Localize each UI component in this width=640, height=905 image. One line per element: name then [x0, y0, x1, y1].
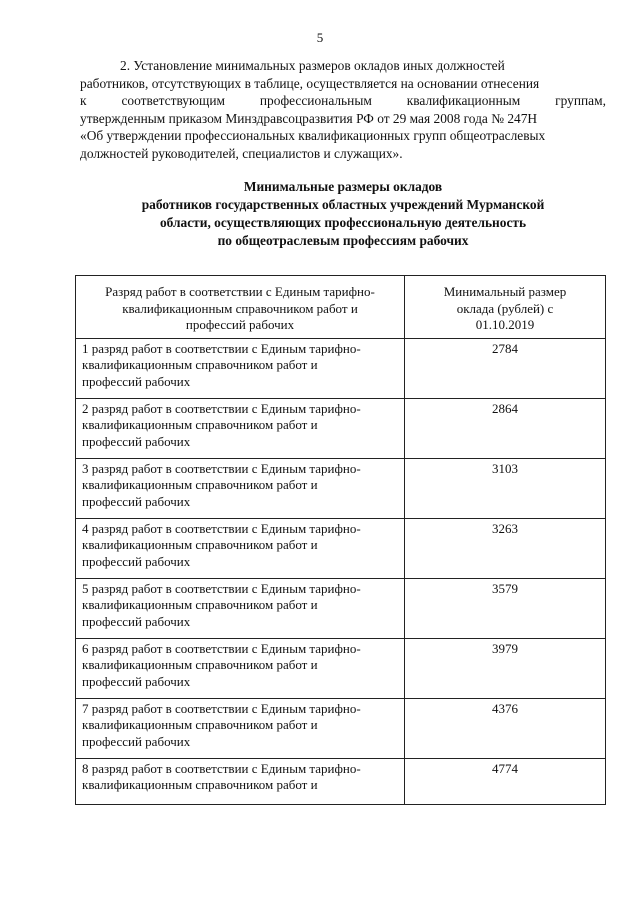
salary-value-cell: 3979: [405, 638, 606, 698]
grade-text-line: 1 разряд работ в соответствии с Единым тарифно-: [82, 340, 361, 356]
table-heading: [80, 178, 606, 250]
heading-line: работников государственных областных учреждений Мурманской: [141, 197, 545, 212]
table-header-row: [76, 276, 606, 339]
table-row: [76, 698, 606, 758]
grade-text-line: 6 разряд работ в соответствии с Единым тарифно-: [82, 640, 361, 656]
intro-word: к: [80, 93, 87, 108]
grade-text-line: 3 разряд работ в соответствии с Единым тарифно-: [82, 460, 361, 476]
intro-word: соответствующим: [121, 93, 225, 108]
table-row: [76, 458, 606, 518]
table-row: [76, 398, 606, 458]
grade-text-line: профессий рабочих: [82, 433, 191, 449]
table-row: [76, 518, 606, 578]
grade-cell: [76, 518, 405, 578]
table-row: [76, 758, 606, 804]
header-grade-cell: [76, 276, 405, 339]
header-salary-line: оклада (рублей) с: [456, 300, 554, 316]
grade-cell: [76, 698, 405, 758]
grade-text-line: 8 разряд работ в соответствии с Единым тарифно-: [82, 760, 361, 776]
intro-paragraph: [80, 57, 606, 162]
grade-text-line: профессий рабочих: [82, 733, 191, 749]
grade-text-line: квалификационным справочником работ и: [82, 597, 318, 612]
heading-line: области, осуществляющих профессиональную деятельность: [159, 215, 527, 230]
salary-value-cell: 2784: [405, 338, 606, 398]
table-row: [76, 638, 606, 698]
grade-cell: [76, 758, 405, 804]
grade-cell: [76, 458, 405, 518]
grade-text-line: 2 разряд работ в соответствии с Единым тарифно-: [82, 400, 361, 416]
page-number: 5: [316, 30, 324, 45]
intro-line: утвержденным приказом Минздравсоцразвития РФ от 29 мая 2008 года № 247Н: [80, 110, 538, 126]
grade-text-line: 7 разряд работ в соответствии с Единым тарифно-: [82, 700, 361, 716]
salary-value-cell: 3579: [405, 578, 606, 638]
header-salary-line: Минимальный размер: [443, 284, 567, 299]
grade-text-line: квалификационным справочником работ и: [82, 777, 318, 792]
intro-word: группам,: [555, 93, 606, 108]
heading-line: Минимальные размеры окладов: [243, 179, 443, 194]
grade-cell: [76, 578, 405, 638]
intro-word: профессиональным: [259, 93, 372, 108]
salary-value-cell: 4376: [405, 698, 606, 758]
grade-text-line: квалификационным справочником работ и: [82, 537, 318, 552]
grade-text-line: профессий рабочих: [82, 373, 191, 389]
intro-line: «Об утверждении профессиональных квалификационных групп общеотраслевых: [80, 128, 546, 143]
grade-text-line: 5 разряд работ в соответствии с Единым тарифно-: [82, 580, 361, 596]
table-row: [76, 338, 606, 398]
grade-cell: [76, 638, 405, 698]
header-salary-cell: [405, 276, 606, 339]
grade-text-line: профессий рабочих: [82, 673, 191, 689]
heading-line: по общеотраслевым профессиям рабочих: [217, 233, 469, 248]
intro-line: 2. Установление минимальных размеров окладов иных должностей: [120, 58, 505, 73]
header-salary-line: 01.10.2019: [475, 317, 535, 332]
header-grade-line: квалификационным справочником работ и: [122, 300, 358, 316]
intro-word: квалификационным: [406, 93, 521, 108]
salary-value-cell: 4774: [405, 758, 606, 804]
intro-line: должностей руководителей, специалистов и служащих».: [80, 145, 403, 161]
intro-line-justified: [80, 92, 606, 110]
table-row: [76, 578, 606, 638]
header-grade-line: профессий рабочих: [185, 317, 295, 332]
grade-text-line: квалификационным справочником работ и: [82, 417, 318, 432]
header-grade-line: Разряд работ в соответствии с Единым тарифно-: [105, 284, 375, 299]
grade-text-line: квалификационным справочником работ и: [82, 357, 318, 372]
salary-value-cell: 3263: [405, 518, 606, 578]
intro-line: работников, отсутствующих в таблице, осуществляется на основании отнесения: [80, 75, 540, 91]
grade-text-line: профессий рабочих: [82, 553, 191, 569]
grade-text-line: профессий рабочих: [82, 493, 191, 509]
grade-text-line: профессий рабочих: [82, 613, 191, 629]
grade-text-line: квалификационным справочником работ и: [82, 477, 318, 492]
salary-value-cell: 2864: [405, 398, 606, 458]
grade-text-line: квалификационным справочником работ и: [82, 657, 318, 672]
salary-table: [75, 275, 606, 805]
grade-text-line: квалификационным справочником работ и: [82, 717, 318, 732]
salary-value-cell: 3103: [405, 458, 606, 518]
grade-cell: [76, 398, 405, 458]
grade-text-line: 4 разряд работ в соответствии с Единым тарифно-: [82, 520, 361, 536]
grade-cell: [76, 338, 405, 398]
